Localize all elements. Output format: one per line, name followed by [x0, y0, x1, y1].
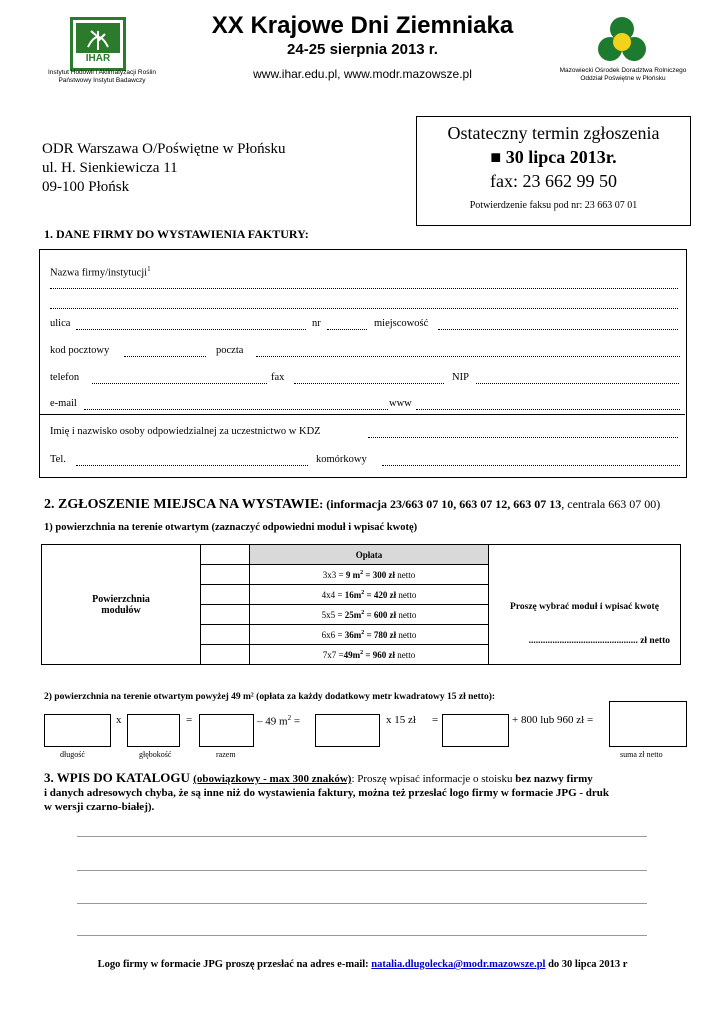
extra-area-input[interactable] — [315, 714, 380, 747]
module-fee — [250, 605, 489, 625]
tel-input[interactable] — [76, 457, 308, 466]
module-size: 6x6 = — [321, 629, 345, 640]
contact-input[interactable] — [368, 429, 678, 438]
module-net: netto — [394, 569, 416, 580]
section3-line3: w wersji czarno-białej). — [44, 801, 155, 813]
section2-info-central: , centrala 663 07 00) — [561, 497, 661, 511]
module-checkbox[interactable] — [201, 585, 250, 605]
module-size: 7x7 = — [322, 649, 344, 660]
section3-line2: i danych adresowych chyba, że są inne niż do wystawienia faktury, można też przesłać logo firmy w formacie JPG - druk — [44, 787, 610, 799]
module-net: netto — [396, 589, 417, 600]
calc-equals-3: = — [432, 714, 439, 726]
address-line1: ODR Warszawa O/Poświętne w Płońsku — [42, 141, 286, 157]
area-sup: 2 — [361, 589, 365, 596]
caption-depth: głębokość — [139, 750, 172, 759]
module-price: = 600 zł — [364, 609, 397, 620]
module-checkbox[interactable] — [201, 565, 250, 585]
nip-input[interactable] — [476, 375, 679, 384]
calc-plus: + 800 lub 960 zł = — [512, 714, 594, 726]
city-label: miejscowość — [374, 318, 429, 329]
left-org-line1: Instytut Hodowli i Aklimatyzacji Roślin — [47, 69, 156, 76]
catalog-line-1[interactable] — [77, 836, 647, 837]
module-label: Powierzchnia modułów — [92, 593, 150, 616]
fax-input[interactable] — [294, 375, 444, 384]
address-line2: ul. H. Sienkiewicza 11 — [42, 160, 178, 176]
fee-header: Opłata — [250, 545, 489, 565]
section3-heading: 3. WPIS DO KATALOGU — [44, 770, 194, 785]
recipient-address — [42, 140, 286, 197]
company-label — [50, 265, 151, 279]
footer-note — [0, 959, 725, 970]
extra-cost-input[interactable] — [442, 714, 509, 747]
postcode-input[interactable] — [124, 348, 206, 357]
area-sup: 2 — [360, 569, 364, 576]
module-price: = 420 zł — [364, 589, 397, 600]
modr-logo — [596, 16, 648, 64]
footer-email-link[interactable]: natalia.dlugolecka@modr.mazowsze.pl — [371, 959, 546, 970]
module-area: 25m — [344, 609, 362, 620]
contact-label: Imię i nazwisko osoby odpowiedzialnej za uczestnictwo w KDZ — [50, 426, 321, 437]
section2-title — [44, 497, 660, 513]
nip-label: NIP — [452, 372, 469, 383]
company-input-1[interactable] — [50, 280, 678, 289]
sum-input[interactable] — [609, 701, 687, 747]
box-divider — [40, 414, 685, 415]
module-net: netto — [396, 609, 417, 620]
choose-module-text: Proszę wybrać moduł i wpisać kwotę — [510, 601, 659, 612]
phone-label: telefon — [50, 372, 80, 383]
mobile-label: komórkowy — [316, 454, 367, 465]
catalog-line-2[interactable] — [77, 870, 647, 871]
page-title: XX Krajowe Dni Ziemniaka — [211, 12, 514, 39]
area-sup: 2 — [360, 649, 364, 656]
company-label-text: Nazwa firmy/instytucji — [50, 267, 148, 279]
module-price: = 960 zł — [363, 649, 395, 660]
clover-logo-icon — [596, 16, 648, 64]
section3-text1: : Proszę wpisać informacje o stoisku — [351, 773, 516, 785]
www-input[interactable] — [416, 401, 680, 410]
section3-text — [44, 771, 694, 814]
module-net: netto — [396, 629, 417, 640]
footer-suffix: do 30 lipca 2013 r — [545, 959, 628, 970]
calc-times-15: x 15 zł — [386, 714, 416, 726]
nr-input[interactable] — [327, 321, 367, 330]
module-label-cell — [42, 545, 201, 665]
fax-label: fax — [271, 372, 285, 383]
module-checkbox[interactable] — [201, 605, 250, 625]
section2-heading: 2. ZGŁOSZENIE MIEJSCA NA WYSTAWIE — [44, 497, 320, 512]
websites: www.ihar.edu.pl, www.modr.mazowsze.pl — [253, 67, 472, 81]
ihar-logo-text: IHAR — [85, 53, 111, 64]
module-area: 16m — [344, 589, 362, 600]
length-input[interactable] — [44, 714, 111, 747]
calc-minus — [257, 714, 300, 728]
deadline-date: ■ 30 lipca 2013r. — [490, 147, 617, 167]
module-size: 3x3 = — [322, 569, 346, 580]
postcode-label: kod pocztowy — [50, 345, 110, 356]
module-checkbox[interactable] — [201, 645, 250, 665]
amount-cell — [489, 545, 681, 665]
calc-equals-1: = — [186, 714, 193, 726]
right-org-line2: Oddział Poświętne w Płońsku — [580, 75, 666, 82]
caption-sum: suma zł netto — [620, 750, 663, 759]
right-org-line1: Mazowiecki Ośrodek Doradztwa Rolniczego — [559, 67, 687, 74]
amount-suffix: zł netto — [637, 635, 670, 646]
section2-sub1: 1) powierzchnia na terenie otwartym (zaznaczyć odpowiedni moduł i wpisać kwotę) — [44, 522, 418, 533]
deadline-title: Ostateczny termin zgłoszenia — [447, 123, 660, 143]
section3-text1-bold: bez nazwy firmy — [515, 773, 593, 785]
mobile-input[interactable] — [382, 457, 680, 466]
module-size: 5x5 = — [321, 609, 345, 620]
left-org-line2: Państwowy Instytut Badawczy — [58, 77, 146, 84]
module-checkbox[interactable] — [201, 625, 250, 645]
amount-dots: .............................................. — [528, 635, 638, 646]
module-price: = 300 zł — [363, 569, 395, 580]
section1-title: 1. DANE FIRMY DO WYSTAWIENIA FAKTURY: — [44, 227, 309, 241]
calc-minus-sup: 2 — [287, 714, 292, 722]
footer-prefix: Logo firmy w formacie JPG proszę przesłać na adres e-mail: — [97, 959, 372, 970]
email-input[interactable] — [84, 401, 388, 410]
street-label: ulica — [50, 318, 71, 329]
area-sup: 2 — [361, 629, 365, 636]
phone-input[interactable] — [92, 375, 267, 384]
tel-label: Tel. — [50, 454, 66, 465]
event-dates: 24-25 sierpnia 2013 r. — [287, 41, 438, 58]
post-input[interactable] — [256, 348, 680, 357]
depth-input[interactable] — [127, 714, 180, 747]
module-table — [41, 544, 681, 665]
section3-limit: (obowiązkowy - max 300 znaków) — [193, 773, 352, 785]
calc-equals-2: = — [291, 715, 301, 728]
nr-label: nr — [312, 318, 321, 329]
module-net: netto — [394, 649, 416, 660]
post-label: poczta — [216, 345, 244, 356]
area-sup: 2 — [361, 609, 365, 616]
email-label: e-mail — [50, 398, 77, 409]
city-input[interactable] — [438, 321, 678, 330]
company-footnote: 1 — [147, 265, 151, 273]
total-area-input[interactable] — [199, 714, 254, 747]
module-area: 9 m — [345, 569, 361, 580]
module-fee — [250, 585, 489, 605]
calc-minus-text: – 49 m — [257, 715, 288, 728]
right-org-name — [548, 67, 698, 83]
caption-total: razem — [216, 750, 236, 759]
caption-length: długość — [60, 750, 85, 759]
module-price: = 780 zł — [364, 629, 397, 640]
module-area: 36m — [344, 629, 362, 640]
module-fee — [250, 565, 489, 585]
amount-line[interactable] — [489, 636, 680, 646]
catalog-line-3[interactable] — [77, 903, 647, 904]
company-input-2[interactable] — [50, 300, 678, 309]
catalog-line-4[interactable] — [77, 935, 647, 936]
module-area: 49m — [343, 649, 361, 660]
checkbox-header-cell — [201, 545, 250, 565]
calc-times: x — [116, 714, 122, 726]
module-size: 4x4 = — [321, 589, 345, 600]
fax-number: fax: 23 662 99 50 — [490, 171, 617, 191]
address-line3: 09-100 Płońsk — [42, 179, 130, 195]
module-fee — [250, 645, 489, 665]
section2-info: : (informacja 23/663 07 10, 663 07 12, 663 07 13 — [319, 497, 562, 511]
street-input[interactable] — [76, 321, 306, 330]
module-fee — [250, 625, 489, 645]
section2-sub2: 2) powierzchnia na terenie otwartym powyżej 49 m² (opłata za każdy dodatkowy metr kwadratowy 15 zł netto): — [44, 692, 496, 702]
www-label: www — [389, 398, 412, 409]
fax-confirmation: Potwierdzenie faksu pod nr: 23 663 07 01 — [469, 200, 638, 211]
deadline-box — [416, 116, 691, 226]
